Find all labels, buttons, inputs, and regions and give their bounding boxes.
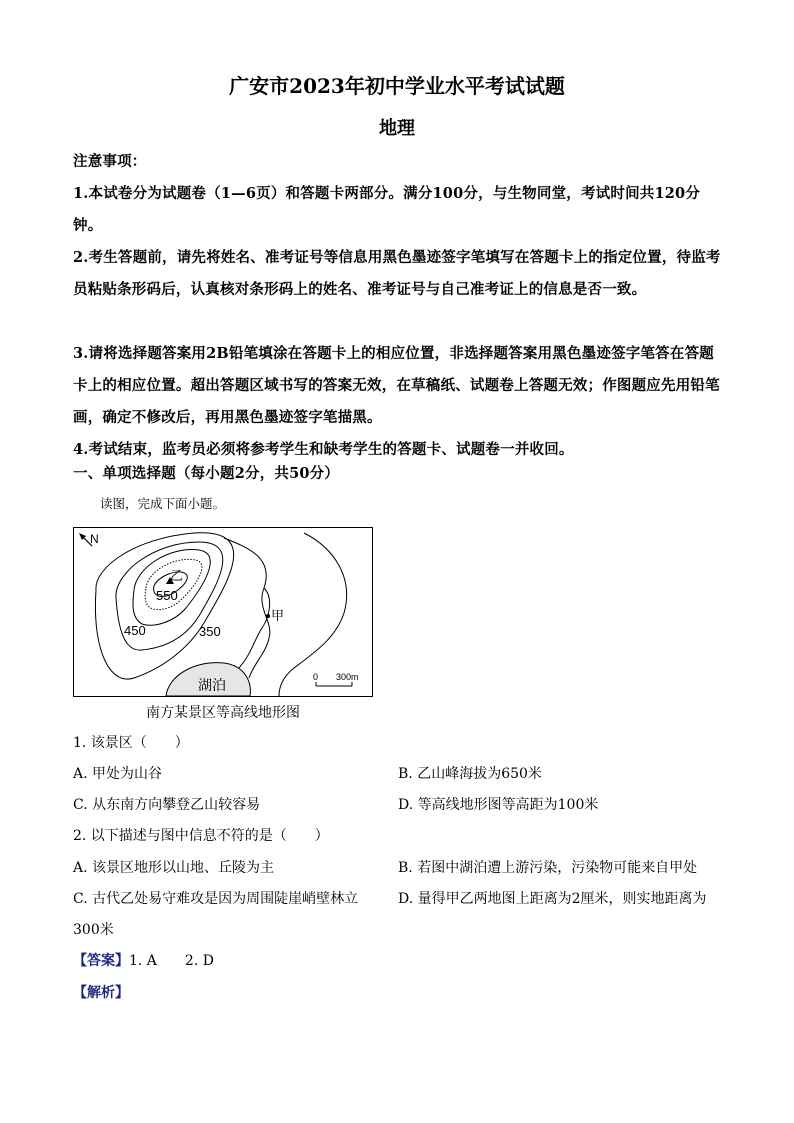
- scale-length-label: 300m: [336, 672, 359, 682]
- question-1-option-d: D. 等高线地形图等高距为100米: [398, 797, 599, 813]
- section-intro: 读图，完成下面小题。: [100, 496, 226, 511]
- lake-label: 湖泊: [198, 677, 226, 693]
- section-heading: 一、单项选择题（每小题2分，共50分）: [73, 465, 340, 482]
- contour-label-450: 450: [124, 623, 146, 638]
- page-title: 广安市2023年初中学业水平考试试题: [229, 74, 565, 98]
- analysis-line: [73, 983, 129, 1003]
- question-1-stem: 1. 该景区（ ）: [73, 735, 189, 751]
- subject-title: 地理: [379, 118, 415, 139]
- answer-label: 【答案】: [73, 953, 129, 969]
- contour-map-svg: [74, 528, 372, 696]
- river-line: [239, 588, 270, 668]
- question-2-option-d: D. 量得甲乙两地图上距离为2厘米，则实地距离为: [398, 891, 707, 907]
- notice-item-3: 3.请将选择题答案用2B铅笔填涂在答题卡上的相应位置，非选择题答案用黑色墨迹签字笔答在答题卡上的相应位置。超出答题区域书写的答案无效，在草稿纸、试题卷上答题无效；作图题应先用铅笔画，确定不修改后，再用黑色墨迹签字笔描黑。: [73, 345, 720, 426]
- scale-zero-label: 0: [313, 672, 319, 682]
- question-2-option-c: C. 古代乙处易守难攻是因为周围陡崖峭壁林立: [73, 891, 359, 907]
- peak-label: 乙: [170, 568, 184, 583]
- contour-map: [73, 527, 373, 697]
- question-2-option-a: A. 该景区地形以山地、丘陵为主: [73, 860, 275, 876]
- question-2-option-d-continued: 300米: [73, 922, 114, 938]
- north-label: N: [90, 532, 99, 546]
- contour-label-550: 550: [156, 588, 178, 603]
- contour-label-350: 350: [199, 624, 221, 639]
- answer-text: 1. A 2. D: [129, 953, 214, 969]
- question-1-option-b: B. 乙山峰海拔为650米: [398, 766, 542, 782]
- map-caption: 南方某景区等高线地形图: [146, 704, 300, 720]
- point-marker-icon: [266, 614, 270, 618]
- point-label: 甲: [271, 608, 285, 623]
- notice-item-2: 2.考生答题前，请先将姓名、准考证号等信息用黑色墨迹签字笔填写在答题卡上的指定位置，待监考员粘贴条形码后，认真核对条形码上的姓名、准考证号与自己准考证上的信息是否一致。: [73, 249, 721, 298]
- answer-line: [73, 951, 214, 971]
- notice-item-4: 4.考试结束，监考员必须将参考学生和缺考学生的答题卡、试题卷一并收回。: [73, 441, 574, 458]
- question-1-option-c: C. 从东南方向攀登乙山较容易: [73, 797, 261, 813]
- question-2-option-b: B. 若图中湖泊遭上游污染，污染物可能来自甲处: [398, 860, 698, 876]
- notice-heading: 注意事项：: [73, 153, 147, 170]
- question-1-option-a: A. 甲处为山谷: [73, 766, 163, 782]
- question-2-stem: 2. 以下描述与图中信息不符的是（ ）: [73, 828, 329, 844]
- analysis-label: 【解析】: [73, 985, 129, 1001]
- notice-item-1: 1.本试卷分为试题卷（1—6页）和答题卡两部分。满分100分，与生物同堂，考试时间共120分钟。: [73, 185, 701, 234]
